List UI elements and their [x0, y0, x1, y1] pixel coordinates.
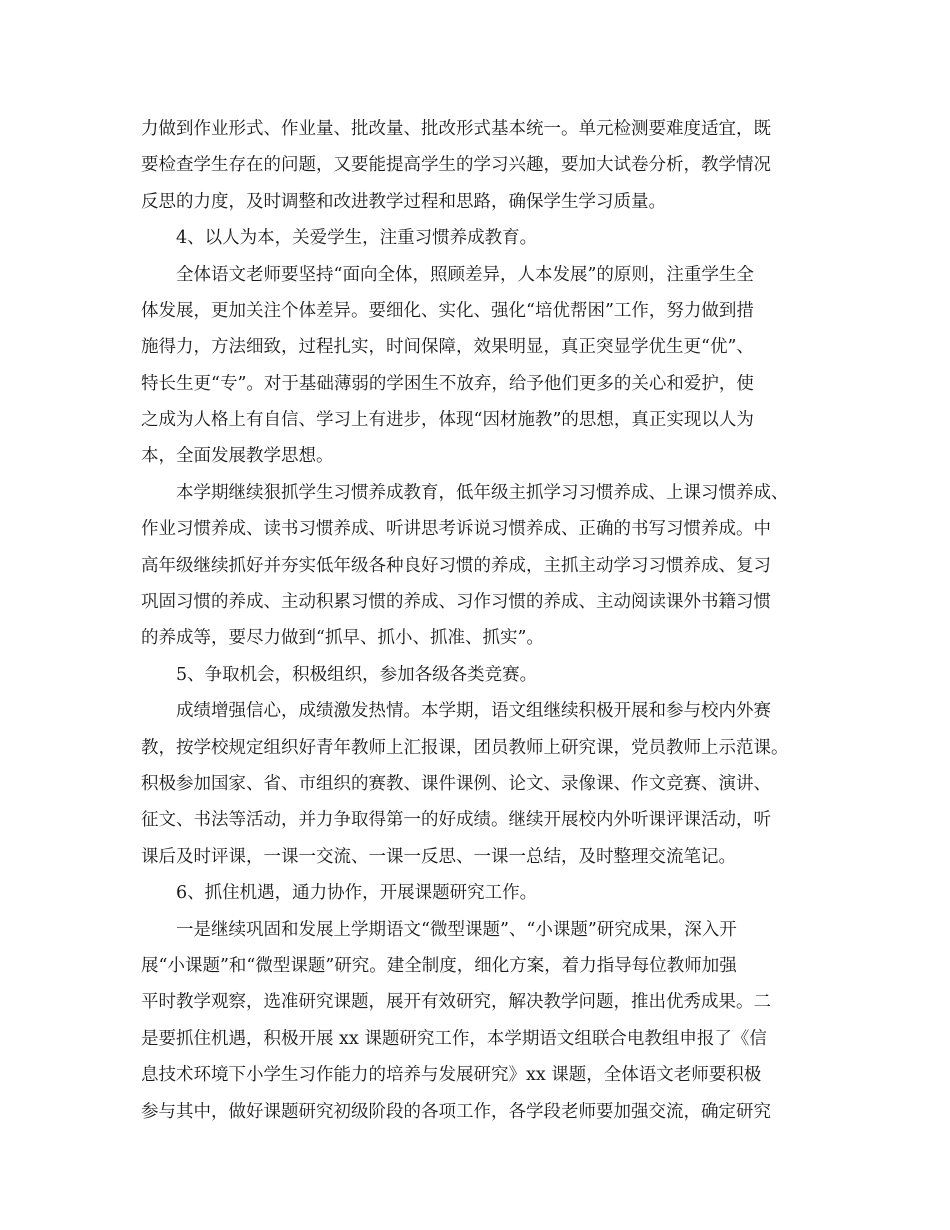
text-line: 之成为人格上有自信、学习上有进步，体现“因材施教”的思想，真正实现以人为 [141, 410, 754, 430]
text-line: 教，按学校规定组织好青年教师上汇报课，团员教师上研究课，党员教师上示范课。 [141, 738, 789, 758]
text-line: 力做到作业形式、作业量、批改量、批改形式基本统一。单元检测要难度适宜，既 [141, 119, 771, 139]
text-line: 要检查学生存在的问题，又要能提高学生的学习兴趣，要加大试卷分析，教学情况 [141, 155, 771, 175]
text-line: 本学期继续狠抓学生习惯养成教育，低年级主抓学习习惯养成、上课习惯养成、 [176, 483, 789, 503]
text-line: 平时教学观察，选准研究课题，展开有效研究，解决教学问题，推出优秀成果。二 [141, 992, 771, 1012]
text-line: 的养成等，要尽力做到“抓早、抓小、抓准、抓实”。 [141, 628, 544, 648]
text-line: 高年级继续抓好并夯实低年级各种良好习惯的养成，主抓主动学习习惯养成、复习 [141, 556, 771, 576]
text-line: 反思的力度，及时调整和改进教学过程和思路，确保学生学习质量。 [141, 192, 666, 212]
text-line: 课后及时评课，一课一交流、一课一反思、一课一总结，及时整理交流笔记。 [141, 847, 736, 867]
text-line: 作业习惯养成、读书习惯养成、听讲思考诉说习惯养成、正确的书写习惯养成。中 [141, 519, 771, 539]
text-line: 积极参加国家、省、市组织的赛教、课件课例、论文、录像课、作文竞赛、演讲、 [141, 774, 771, 794]
text-line: 息技术环境下小学生习作能力的培养与发展研究》xx 课题，全体语文老师要积极 [141, 1065, 762, 1085]
text-line: 参与其中，做好课题研究初级阶段的各项工作，各学段老师要加强交流，确定研究 [141, 1102, 771, 1122]
section-heading: 5、争取机会，积极组织，参加各级各类竞赛。 [176, 665, 538, 685]
text-line: 特长生更“专”。对于基础薄弱的学困生不放弃，给予他们更多的关心和爱护，使 [141, 374, 754, 394]
text-line: 巩固习惯的养成、主动积累习惯的养成、习作习惯的养成、主动阅读课外书籍习惯 [141, 592, 771, 612]
text-line: 是要抓住机遇，积极开展 xx 课题研究工作，本学期语文组联合电教组申报了《信 [141, 1029, 767, 1049]
text-line: 全体语文老师要坚持“面向全体，照顾差异，人本发展”的原则，注重学生全 [176, 265, 754, 285]
text-line: 成绩增强信心，成绩激发热情。本学期，语文组继续积极开展和参与校内外赛 [176, 701, 771, 721]
section-heading: 4、以人为本，关爱学生，注重习惯养成教育。 [176, 228, 538, 248]
text-line: 本，全面发展教学思想。 [141, 446, 334, 466]
section-heading: 6、抓住机遇，通力协作，开展课题研究工作。 [176, 883, 538, 903]
text-line: 展“小课题”和“微型课题”研究。建全制度，细化方案，着力指导每位教师加强 [141, 956, 737, 976]
text-line: 施得力，方法细致，过程扎实，时间保障，效果明显，真正突显学优生更“优”、 [141, 337, 754, 357]
text-line: 征文、书法等活动，并力争取得第一的好成绩。继续开展校内外听课评课活动，听 [141, 810, 771, 830]
text-line: 体发展，更加关注个体差异。要细化、实化、强化“培优帮困”工作，努力做到措 [141, 301, 754, 321]
text-line: 一是继续巩固和发展上学期语文“微型课题”、“小课题”研究成果，深入开 [176, 920, 737, 940]
